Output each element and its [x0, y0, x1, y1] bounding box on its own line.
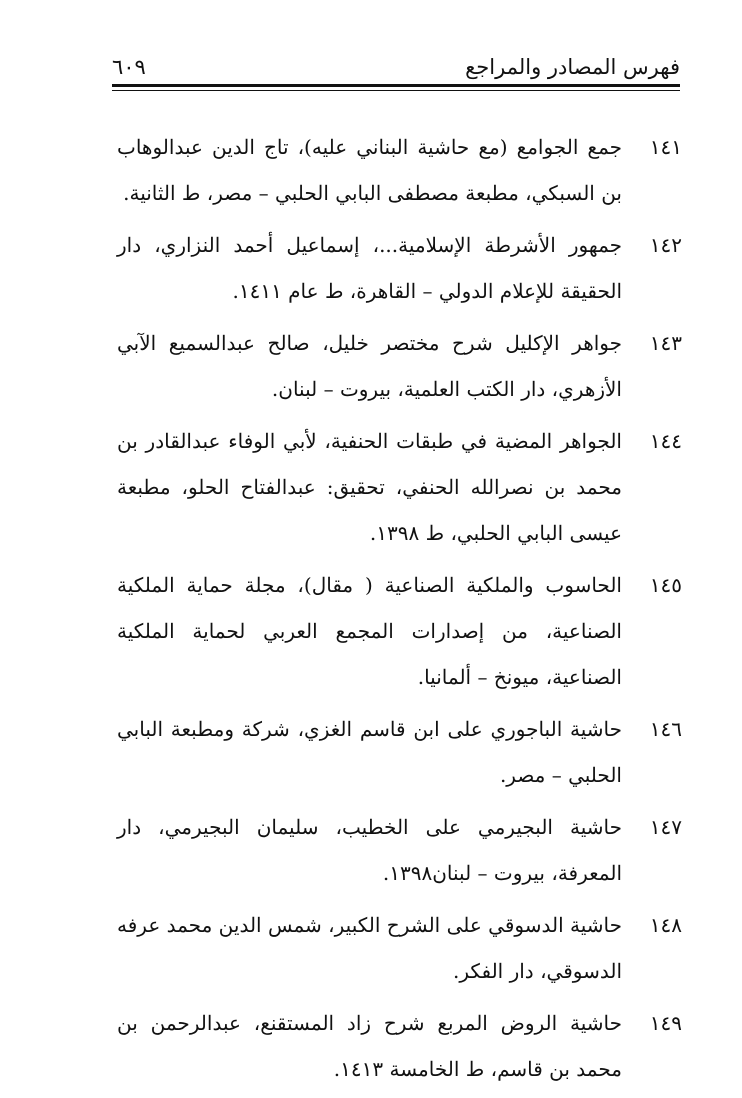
entry-text: حاشية الباجوري على ابن قاسم الغزي، شركة ومطبعة البابي الحلبي – مصر. [117, 717, 622, 787]
bibliography-entry [112, 902, 682, 994]
bibliography-entry [112, 1000, 682, 1092]
bibliography-entry [112, 706, 682, 798]
bibliography-entry [112, 124, 682, 216]
entry-number: ١٤١ [649, 135, 682, 159]
bibliography-entry [112, 562, 682, 700]
entry-text: حاشية الدسوقي على الشرح الكبير، شمس الدين محمد عرفه الدسوقي، دار الفكر. [117, 913, 622, 983]
bibliography-entry [112, 418, 682, 556]
entry-text: حاشية الروض المربع شرح زاد المستقنع، عبدالرحمن بن محمد بن قاسم، ط الخامسة ١٤١٣. [117, 1011, 622, 1081]
header-title: فهرس المصادر والمراجع [465, 55, 680, 79]
entry-number: ١٤٦ [649, 717, 682, 741]
bibliography-entry [112, 804, 682, 896]
entry-text: جواهر الإكليل شرح مختصر خليل، صالح عبدالسميع الآبي الأزهري، دار الكتب العلمية، بيروت – لبنان. [117, 331, 622, 401]
entry-text: جمع الجوامع (مع حاشية البناني عليه)، تاج الدين عبدالوهاب بن السبكي، مطبعة مصطفى البابي الحلبي – مصر، ط الثانية. [117, 135, 622, 205]
page-number: ٦٠٩ [112, 55, 146, 79]
entry-number: ١٤٩ [649, 1011, 682, 1035]
entry-text: الحاسوب والملكية الصناعية ( مقال)، مجلة حماية الملكية الصناعية، من إصدارات المجمع العربي لحماية الملكية الصناعية، ميونخ – ألمانيا. [117, 573, 622, 689]
header-rule-thin [112, 90, 680, 91]
entry-text: جمهور الأشرطة الإسلامية...، إسماعيل أحمد النزاري، دار الحقيقة للإعلام الدولي – القاهرة، ط عام ١٤١١. [117, 233, 622, 303]
entry-number: ١٤٨ [649, 913, 682, 937]
bibliography-entry [112, 320, 682, 412]
entry-text: حاشية البجيرمي على الخطيب، سليمان البجيرمي، دار المعرفة، بيروت – لبنان١٣٩٨. [117, 815, 622, 885]
entry-number: ١٤٤ [649, 429, 682, 453]
header-rule-thick [112, 84, 680, 87]
entry-number: ١٤٢ [649, 233, 682, 257]
entry-number: ١٤٣ [649, 331, 682, 355]
page-header [112, 50, 680, 80]
bibliography-entry [112, 222, 682, 314]
entry-number: ١٤٧ [649, 815, 682, 839]
entry-number: ١٤٥ [649, 573, 682, 597]
bibliography-list [112, 124, 682, 1098]
entry-text: الجواهر المضية في طبقات الحنفية، لأبي الوفاء عبدالقادر بن محمد بن نصرالله الحنفي، تحقيق: عبدالفتاح الحلو، مطبعة عيسى البابي الحلبي، ط ١٣٩٨. [117, 429, 622, 545]
